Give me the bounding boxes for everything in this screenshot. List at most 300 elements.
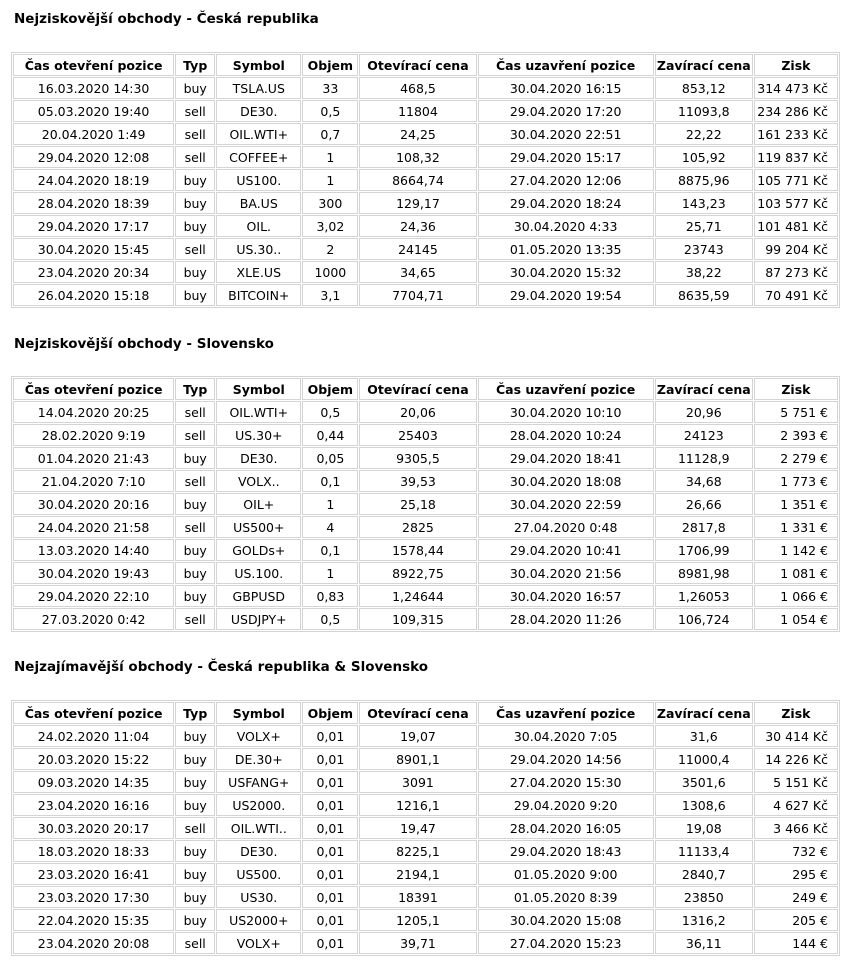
cell-close-price: 25,71 (655, 215, 753, 237)
cell-volume: 1 (302, 146, 358, 168)
column-header-open-time: Čas otevření pozice (13, 702, 174, 724)
cell-type: buy (175, 771, 215, 793)
cell-type: buy (175, 886, 215, 908)
column-header-type: Typ (175, 378, 215, 400)
cell-open-price: 18391 (359, 886, 476, 908)
cell-open-price: 9305,5 (359, 447, 476, 469)
section-title-czech-and-slovakia: Nejzajímavější obchody - Česká republika & Slovensko (14, 659, 428, 675)
column-header-open-time: Čas otevření pozice (13, 378, 174, 400)
cell-open-time: 28.04.2020 18:39 (13, 192, 174, 214)
cell-open-time: 24.04.2020 18:19 (13, 169, 174, 191)
cell-type: sell (175, 516, 215, 538)
cell-open-time: 28.02.2020 9:19 (13, 424, 174, 446)
cell-volume: 1 (302, 562, 358, 584)
cell-close-price: 11133,4 (655, 840, 753, 862)
column-header-volume: Objem (302, 702, 358, 724)
cell-volume: 0,01 (302, 886, 358, 908)
column-header-close-time: Čas uzavření pozice (478, 378, 654, 400)
cell-open-price: 1578,44 (359, 539, 476, 561)
cell-close-time: 29.04.2020 10:41 (478, 539, 654, 561)
cell-type: buy (175, 840, 215, 862)
table-row (13, 886, 838, 908)
cell-profit: 144 € (754, 932, 838, 954)
cell-close-price: 20,96 (655, 401, 753, 423)
cell-profit: 5 151 Kč (754, 771, 838, 793)
table-row (13, 238, 838, 260)
column-header-open-price: Otevírací cena (359, 378, 476, 400)
cell-volume: 0,01 (302, 909, 358, 931)
cell-symbol: DE30. (216, 447, 301, 469)
cell-volume: 3,1 (302, 284, 358, 306)
cell-profit: 161 233 Kč (754, 123, 838, 145)
column-header-profit: Zisk (754, 54, 838, 76)
cell-profit: 249 € (754, 886, 838, 908)
table-row (13, 585, 838, 607)
cell-open-price: 1,24644 (359, 585, 476, 607)
cell-type: buy (175, 725, 215, 747)
cell-symbol: VOLX+ (216, 932, 301, 954)
cell-close-price: 31,6 (655, 725, 753, 747)
cell-symbol: US.100. (216, 562, 301, 584)
cell-type: buy (175, 748, 215, 770)
cell-close-price: 23743 (655, 238, 753, 260)
cell-volume: 0,01 (302, 794, 358, 816)
table-row (13, 215, 838, 237)
cell-open-time: 20.03.2020 15:22 (13, 748, 174, 770)
cell-symbol: GOLDs+ (216, 539, 301, 561)
table-row (13, 424, 838, 446)
table-row (13, 100, 838, 122)
cell-close-time: 30.04.2020 16:15 (478, 77, 654, 99)
cell-type: buy (175, 539, 215, 561)
table-row (13, 863, 838, 885)
cell-profit: 1 351 € (754, 493, 838, 515)
cell-profit: 70 491 Kč (754, 284, 838, 306)
cell-profit: 2 279 € (754, 447, 838, 469)
column-header-profit: Zisk (754, 378, 838, 400)
cell-open-price: 8922,75 (359, 562, 476, 584)
cell-volume: 1 (302, 169, 358, 191)
table-row (13, 447, 838, 469)
table-row (13, 817, 838, 839)
cell-close-price: 2840,7 (655, 863, 753, 885)
cell-open-time: 05.03.2020 19:40 (13, 100, 174, 122)
table-row (13, 401, 838, 423)
cell-symbol: US2000+ (216, 909, 301, 931)
cell-symbol: US.30+ (216, 424, 301, 446)
cell-type: buy (175, 909, 215, 931)
cell-symbol: USDJPY+ (216, 608, 301, 630)
cell-close-time: 30.04.2020 7:05 (478, 725, 654, 747)
table-header-row (13, 54, 838, 76)
cell-close-time: 29.04.2020 9:20 (478, 794, 654, 816)
cell-open-time: 09.03.2020 14:35 (13, 771, 174, 793)
cell-close-time: 27.04.2020 12:06 (478, 169, 654, 191)
cell-open-price: 19,07 (359, 725, 476, 747)
cell-open-time: 30.04.2020 20:16 (13, 493, 174, 515)
column-header-open-price: Otevírací cena (359, 702, 476, 724)
cell-open-time: 23.03.2020 16:41 (13, 863, 174, 885)
cell-close-time: 29.04.2020 18:43 (478, 840, 654, 862)
cell-close-price: 2817,8 (655, 516, 753, 538)
section-title-czech-republic: Nejziskovější obchody - Česká republika (14, 11, 319, 27)
cell-open-price: 34,65 (359, 261, 476, 283)
cell-close-price: 143,23 (655, 192, 753, 214)
cell-symbol: BA.US (216, 192, 301, 214)
cell-type: buy (175, 863, 215, 885)
cell-symbol: USFANG+ (216, 771, 301, 793)
cell-symbol: OIL.WTI+ (216, 123, 301, 145)
cell-open-time: 18.03.2020 18:33 (13, 840, 174, 862)
cell-open-price: 2825 (359, 516, 476, 538)
cell-open-time: 30.04.2020 19:43 (13, 562, 174, 584)
cell-open-time: 27.03.2020 0:42 (13, 608, 174, 630)
cell-open-time: 23.04.2020 20:08 (13, 932, 174, 954)
cell-volume: 0,05 (302, 447, 358, 469)
cell-close-price: 8635,59 (655, 284, 753, 306)
cell-close-price: 853,12 (655, 77, 753, 99)
cell-type: sell (175, 470, 215, 492)
cell-open-price: 39,53 (359, 470, 476, 492)
cell-symbol: GBPUSD (216, 585, 301, 607)
table-row (13, 608, 838, 630)
cell-open-price: 1216,1 (359, 794, 476, 816)
table-row (13, 516, 838, 538)
cell-open-price: 7704,71 (359, 284, 476, 306)
cell-open-price: 24145 (359, 238, 476, 260)
cell-volume: 0,01 (302, 863, 358, 885)
cell-open-price: 11804 (359, 100, 476, 122)
cell-profit: 119 837 Kč (754, 146, 838, 168)
column-header-close-price: Zavírací cena (655, 702, 753, 724)
column-header-type: Typ (175, 702, 215, 724)
cell-profit: 314 473 Kč (754, 77, 838, 99)
cell-close-time: 28.04.2020 10:24 (478, 424, 654, 446)
cell-profit: 1 054 € (754, 608, 838, 630)
cell-close-price: 34,68 (655, 470, 753, 492)
cell-close-price: 1706,99 (655, 539, 753, 561)
cell-close-price: 1308,6 (655, 794, 753, 816)
cell-open-price: 3091 (359, 771, 476, 793)
cell-close-price: 11093,8 (655, 100, 753, 122)
cell-volume: 0,83 (302, 585, 358, 607)
cell-volume: 0,1 (302, 539, 358, 561)
cell-type: buy (175, 585, 215, 607)
column-header-close-price: Zavírací cena (655, 54, 753, 76)
column-header-volume: Objem (302, 54, 358, 76)
cell-close-price: 105,92 (655, 146, 753, 168)
cell-type: buy (175, 215, 215, 237)
cell-close-time: 29.04.2020 17:20 (478, 100, 654, 122)
table-row (13, 470, 838, 492)
cell-symbol: VOLX.. (216, 470, 301, 492)
trades-table-czech-and-slovakia (11, 700, 840, 956)
cell-open-time: 29.04.2020 12:08 (13, 146, 174, 168)
table-row (13, 771, 838, 793)
cell-profit: 101 481 Kč (754, 215, 838, 237)
cell-volume: 2 (302, 238, 358, 260)
cell-symbol: US30. (216, 886, 301, 908)
cell-volume: 0,01 (302, 840, 358, 862)
cell-close-price: 11128,9 (655, 447, 753, 469)
cell-profit: 234 286 Kč (754, 100, 838, 122)
cell-symbol: US100. (216, 169, 301, 191)
cell-volume: 0,5 (302, 401, 358, 423)
cell-close-time: 30.04.2020 4:33 (478, 215, 654, 237)
cell-close-price: 1,26053 (655, 585, 753, 607)
cell-profit: 205 € (754, 909, 838, 931)
cell-close-time: 27.04.2020 15:23 (478, 932, 654, 954)
cell-close-price: 36,11 (655, 932, 753, 954)
cell-open-time: 20.04.2020 1:49 (13, 123, 174, 145)
cell-symbol: US.30.. (216, 238, 301, 260)
column-header-volume: Objem (302, 378, 358, 400)
cell-profit: 3 466 Kč (754, 817, 838, 839)
cell-volume: 0,01 (302, 725, 358, 747)
column-header-profit: Zisk (754, 702, 838, 724)
cell-volume: 0,5 (302, 100, 358, 122)
cell-close-price: 11000,4 (655, 748, 753, 770)
section-title-slovakia: Nejziskovější obchody - Slovensko (14, 336, 274, 352)
cell-close-time: 01.05.2020 13:35 (478, 238, 654, 260)
column-header-close-time: Čas uzavření pozice (478, 54, 654, 76)
table-row (13, 261, 838, 283)
cell-symbol: OIL.WTI+ (216, 401, 301, 423)
cell-close-time: 30.04.2020 22:51 (478, 123, 654, 145)
cell-close-price: 19,08 (655, 817, 753, 839)
cell-volume: 300 (302, 192, 358, 214)
table-row (13, 840, 838, 862)
cell-open-price: 8664,74 (359, 169, 476, 191)
cell-close-time: 29.04.2020 19:54 (478, 284, 654, 306)
cell-close-price: 26,66 (655, 493, 753, 515)
cell-type: buy (175, 261, 215, 283)
cell-close-time: 28.04.2020 11:26 (478, 608, 654, 630)
cell-profit: 14 226 Kč (754, 748, 838, 770)
cell-close-time: 29.04.2020 18:41 (478, 447, 654, 469)
table-row (13, 146, 838, 168)
cell-type: buy (175, 192, 215, 214)
cell-volume: 1000 (302, 261, 358, 283)
cell-volume: 1 (302, 493, 358, 515)
cell-profit: 295 € (754, 863, 838, 885)
cell-profit: 1 773 € (754, 470, 838, 492)
cell-symbol: OIL.WTI.. (216, 817, 301, 839)
column-header-close-time: Čas uzavření pozice (478, 702, 654, 724)
cell-close-time: 30.04.2020 22:59 (478, 493, 654, 515)
column-header-symbol: Symbol (216, 702, 301, 724)
column-header-close-price: Zavírací cena (655, 378, 753, 400)
cell-volume: 4 (302, 516, 358, 538)
cell-open-price: 25,18 (359, 493, 476, 515)
cell-close-price: 23850 (655, 886, 753, 908)
cell-type: buy (175, 169, 215, 191)
table-row (13, 748, 838, 770)
table-row (13, 794, 838, 816)
cell-open-time: 13.03.2020 14:40 (13, 539, 174, 561)
table-row (13, 169, 838, 191)
cell-open-time: 01.04.2020 21:43 (13, 447, 174, 469)
cell-symbol: DE.30+ (216, 748, 301, 770)
cell-profit: 103 577 Kč (754, 192, 838, 214)
cell-symbol: DE30. (216, 840, 301, 862)
cell-profit: 1 081 € (754, 562, 838, 584)
table-row (13, 562, 838, 584)
cell-type: buy (175, 284, 215, 306)
cell-profit: 1 066 € (754, 585, 838, 607)
cell-type: sell (175, 123, 215, 145)
cell-open-price: 109,315 (359, 608, 476, 630)
cell-open-price: 20,06 (359, 401, 476, 423)
cell-type: sell (175, 401, 215, 423)
cell-profit: 4 627 Kč (754, 794, 838, 816)
cell-open-price: 39,71 (359, 932, 476, 954)
cell-close-time: 28.04.2020 16:05 (478, 817, 654, 839)
cell-symbol: VOLX+ (216, 725, 301, 747)
cell-symbol: OIL+ (216, 493, 301, 515)
cell-type: sell (175, 100, 215, 122)
cell-profit: 5 751 € (754, 401, 838, 423)
cell-type: sell (175, 608, 215, 630)
cell-close-price: 38,22 (655, 261, 753, 283)
cell-open-time: 23.04.2020 16:16 (13, 794, 174, 816)
column-header-symbol: Symbol (216, 54, 301, 76)
cell-open-time: 30.04.2020 15:45 (13, 238, 174, 260)
cell-volume: 0,44 (302, 424, 358, 446)
cell-profit: 105 771 Kč (754, 169, 838, 191)
cell-type: sell (175, 817, 215, 839)
cell-open-price: 19,47 (359, 817, 476, 839)
cell-volume: 3,02 (302, 215, 358, 237)
cell-close-price: 24123 (655, 424, 753, 446)
cell-open-price: 468,5 (359, 77, 476, 99)
cell-open-price: 1205,1 (359, 909, 476, 931)
cell-open-time: 14.04.2020 20:25 (13, 401, 174, 423)
cell-open-price: 129,17 (359, 192, 476, 214)
table-row (13, 909, 838, 931)
table-row (13, 192, 838, 214)
cell-close-time: 30.04.2020 21:56 (478, 562, 654, 584)
cell-type: sell (175, 932, 215, 954)
cell-open-price: 24,25 (359, 123, 476, 145)
cell-volume: 0,5 (302, 608, 358, 630)
cell-open-price: 8901,1 (359, 748, 476, 770)
cell-open-time: 22.04.2020 15:35 (13, 909, 174, 931)
cell-close-price: 1316,2 (655, 909, 753, 931)
table-row (13, 284, 838, 306)
cell-close-time: 29.04.2020 18:24 (478, 192, 654, 214)
cell-close-price: 22,22 (655, 123, 753, 145)
cell-profit: 87 273 Kč (754, 261, 838, 283)
cell-volume: 0,7 (302, 123, 358, 145)
cell-close-price: 106,724 (655, 608, 753, 630)
cell-close-time: 29.04.2020 14:56 (478, 748, 654, 770)
cell-open-time: 16.03.2020 14:30 (13, 77, 174, 99)
cell-open-time: 21.04.2020 7:10 (13, 470, 174, 492)
cell-symbol: COFFEE+ (216, 146, 301, 168)
cell-symbol: US500+ (216, 516, 301, 538)
cell-close-price: 3501,6 (655, 771, 753, 793)
column-header-type: Typ (175, 54, 215, 76)
cell-symbol: OIL. (216, 215, 301, 237)
cell-volume: 0,01 (302, 817, 358, 839)
table-row (13, 932, 838, 954)
cell-open-time: 30.03.2020 20:17 (13, 817, 174, 839)
cell-open-time: 24.02.2020 11:04 (13, 725, 174, 747)
cell-volume: 0,01 (302, 771, 358, 793)
cell-open-price: 24,36 (359, 215, 476, 237)
cell-type: sell (175, 424, 215, 446)
cell-open-time: 26.04.2020 15:18 (13, 284, 174, 306)
cell-open-time: 23.04.2020 20:34 (13, 261, 174, 283)
cell-close-time: 30.04.2020 15:08 (478, 909, 654, 931)
cell-open-price: 108,32 (359, 146, 476, 168)
table-row (13, 123, 838, 145)
cell-volume: 0,01 (302, 932, 358, 954)
cell-type: buy (175, 562, 215, 584)
table-row (13, 493, 838, 515)
table-row (13, 725, 838, 747)
cell-symbol: US2000. (216, 794, 301, 816)
trades-table-slovakia (11, 376, 840, 632)
cell-close-time: 01.05.2020 8:39 (478, 886, 654, 908)
cell-open-price: 8225,1 (359, 840, 476, 862)
cell-type: buy (175, 77, 215, 99)
cell-close-time: 30.04.2020 18:08 (478, 470, 654, 492)
cell-close-price: 8981,98 (655, 562, 753, 584)
cell-open-price: 25403 (359, 424, 476, 446)
cell-volume: 33 (302, 77, 358, 99)
cell-symbol: XLE.US (216, 261, 301, 283)
cell-close-time: 30.04.2020 10:10 (478, 401, 654, 423)
cell-type: sell (175, 146, 215, 168)
cell-profit: 99 204 Kč (754, 238, 838, 260)
cell-open-price: 2194,1 (359, 863, 476, 885)
cell-open-time: 23.03.2020 17:30 (13, 886, 174, 908)
cell-volume: 0,01 (302, 748, 358, 770)
table-header-row (13, 378, 838, 400)
cell-close-time: 27.04.2020 0:48 (478, 516, 654, 538)
table-row (13, 77, 838, 99)
cell-profit: 1 331 € (754, 516, 838, 538)
cell-close-time: 30.04.2020 16:57 (478, 585, 654, 607)
cell-close-time: 01.05.2020 9:00 (478, 863, 654, 885)
table-header-row (13, 702, 838, 724)
cell-close-price: 8875,96 (655, 169, 753, 191)
cell-open-time: 29.04.2020 17:17 (13, 215, 174, 237)
cell-close-time: 29.04.2020 15:17 (478, 146, 654, 168)
cell-symbol: TSLA.US (216, 77, 301, 99)
column-header-open-price: Otevírací cena (359, 54, 476, 76)
cell-profit: 732 € (754, 840, 838, 862)
cell-close-time: 27.04.2020 15:30 (478, 771, 654, 793)
column-header-open-time: Čas otevření pozice (13, 54, 174, 76)
cell-profit: 1 142 € (754, 539, 838, 561)
cell-close-time: 30.04.2020 15:32 (478, 261, 654, 283)
table-row (13, 539, 838, 561)
cell-open-time: 29.04.2020 22:10 (13, 585, 174, 607)
cell-type: sell (175, 238, 215, 260)
cell-symbol: US500. (216, 863, 301, 885)
cell-profit: 2 393 € (754, 424, 838, 446)
cell-type: buy (175, 447, 215, 469)
cell-open-time: 24.04.2020 21:58 (13, 516, 174, 538)
cell-type: buy (175, 493, 215, 515)
cell-volume: 0,1 (302, 470, 358, 492)
cell-symbol: DE30. (216, 100, 301, 122)
cell-profit: 30 414 Kč (754, 725, 838, 747)
column-header-symbol: Symbol (216, 378, 301, 400)
